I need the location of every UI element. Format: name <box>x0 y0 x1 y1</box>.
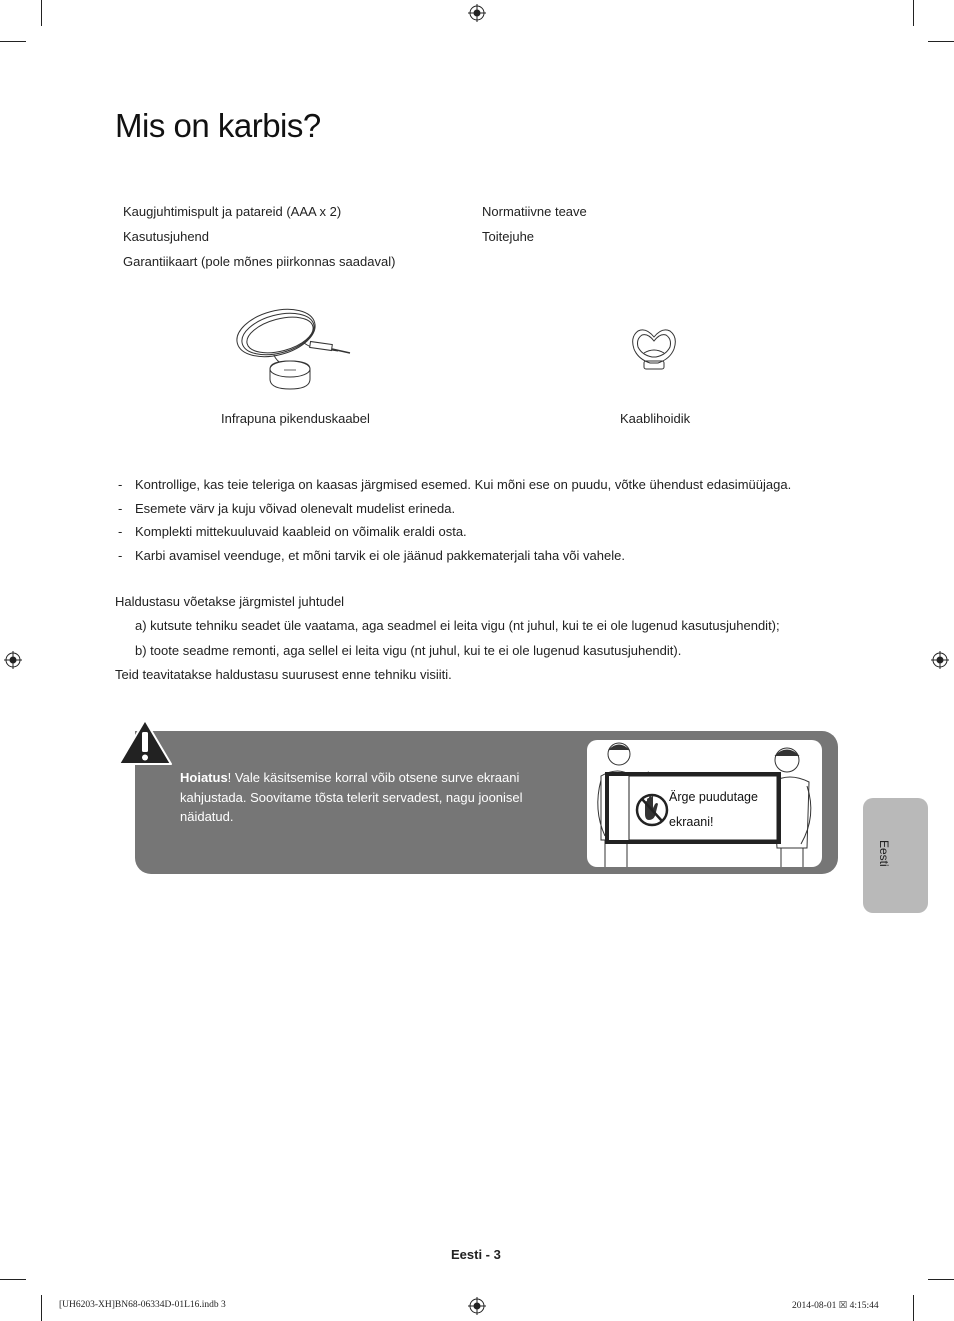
do-not-touch-label: ekraani! <box>669 815 714 829</box>
cable-holder-icon <box>630 327 678 371</box>
list-item: - Kontrollige, kas teie teleriga on kaasas järgmised esemed. Kui mõni ese on puudu, võtke ühendust edasimüüjaga. <box>118 477 792 492</box>
ir-extension-cable-icon <box>234 303 354 393</box>
fee-outro: Teid teavitatakse haldustasu suurusest enne tehniku visiiti. <box>115 667 452 682</box>
accessory-label: Kaablihoidik <box>620 411 691 426</box>
warning-triangle-icon <box>117 718 173 766</box>
list-item: - Karbi avamisel veenduge, et mõni tarvik ei ole jäänud pakkematerjali taha või vahele. <box>118 547 625 563</box>
footer-file-name: [UH6203-XH]BN68-06334D-01L16.indb 3 <box>59 1300 226 1310</box>
contents-item: Kasutusjuhend <box>123 229 210 244</box>
crop-mark <box>41 1295 42 1321</box>
registration-mark-icon <box>931 651 949 669</box>
crop-mark <box>0 1279 26 1280</box>
language-side-tab <box>863 798 928 913</box>
crop-mark <box>913 1295 914 1321</box>
contents-item: Garantiikaart (pole mõnes piirkonnas saadaval) <box>123 254 396 269</box>
language-side-tab-label: Eesti <box>877 840 891 867</box>
tv-handling-illustration <box>587 740 822 867</box>
crop-mark <box>928 41 954 42</box>
registration-mark-icon <box>468 1297 486 1315</box>
contents-item: Kaugjuhtimispult ja patareid (AAA x 2) <box>123 204 342 219</box>
registration-mark-icon <box>4 651 22 669</box>
crop-mark <box>41 0 42 26</box>
contents-item: Toitejuhe <box>482 229 535 244</box>
footer-timestamp: 2014-08-01 ☒ 4:15:44 <box>792 1301 879 1311</box>
fee-case-b: b) toote seadme remonti, aga sellel ei leita vigu (nt juhul, kui te ei ole lugenud kasutusjuhendit). <box>135 643 682 658</box>
do-not-touch-label: Ärge puudutage <box>669 790 758 804</box>
contents-item: Normatiivne teave <box>482 204 587 219</box>
crop-mark <box>913 0 914 26</box>
page-number: Eesti - 3 <box>451 1247 501 1262</box>
crop-mark <box>928 1279 954 1280</box>
registration-mark-icon <box>468 4 486 22</box>
crop-mark <box>0 41 26 42</box>
list-item: - Komplekti mittekuuluvaid kaableid on võimalik eraldi osta. <box>118 524 467 539</box>
warning-text: Hoiatus! Vale käsitsemise korral võib otsene surve ekraani kahjustada. Soovitame tõsta telerit servadest, nagu joonisel näidatud. <box>180 770 523 824</box>
fee-case-a: a) kutsute tehniku seadet üle vaatama, aga seadmel ei leita vigu (nt juhul, kui te ei ole lugenud kasutusjuhendit); <box>135 618 780 633</box>
notes-list <box>118 473 791 567</box>
list-item: - Esemete värv ja kuju võivad olenevalt mudelist erineda. <box>118 500 456 516</box>
page-title: Mis on karbis? <box>115 107 321 144</box>
accessory-label: Infrapuna pikenduskaabel <box>221 411 370 426</box>
fee-intro: Haldustasu võetakse järgmistel juhtudel <box>115 594 345 609</box>
